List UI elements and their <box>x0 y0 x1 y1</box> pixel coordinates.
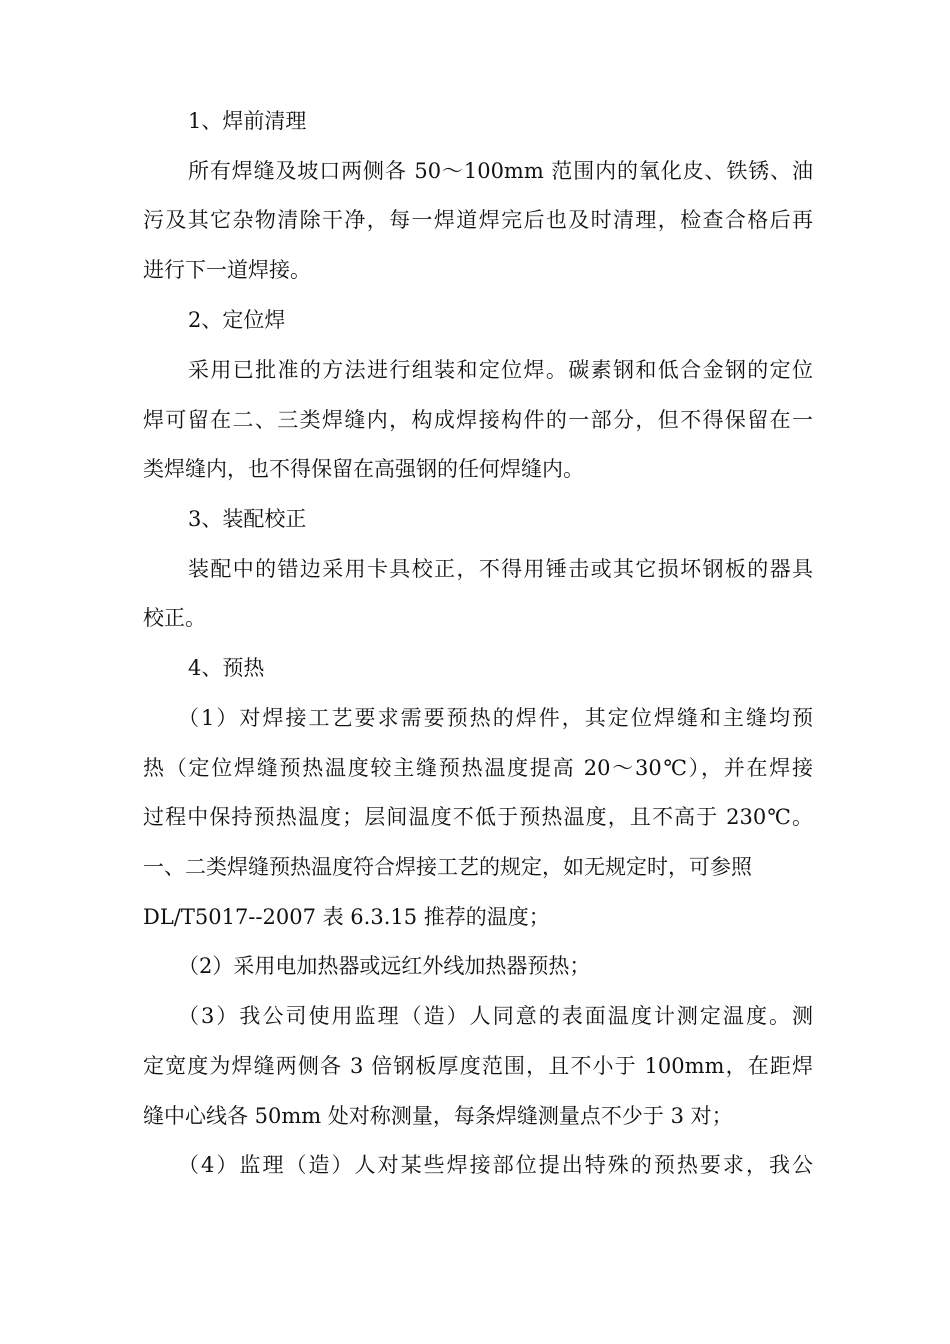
paragraph-line: （4）监理（造）人对某些焊接部位提出特殊的预热要求，我公 <box>178 1153 813 1177</box>
paragraph-line: （1）对焊接工艺要求需要预热的焊件，其定位焊缝和主缝均预 <box>178 706 813 730</box>
paragraph-line: DL/T5017--2007 表 6.3.15 推荐的温度； <box>143 905 550 929</box>
heading-pre-weld-cleaning: 1、焊前清理 <box>188 109 307 133</box>
heading-assembly-correction: 3、装配校正 <box>188 507 307 531</box>
paragraph-line: 校正。 <box>143 606 206 630</box>
paragraph-line: 过程中保持预热温度；层间温度不低于预热温度，且不高于 230℃。 <box>143 805 813 829</box>
paragraph-line: 类焊缝内，也不得保留在高强钢的任何焊缝内。 <box>143 457 584 481</box>
paragraph-line: 污及其它杂物清除干净，每一焊道焊完后也及时清理，检查合格后再 <box>143 208 813 232</box>
paragraph-line: 一、二类焊缝预热温度符合焊接工艺的规定，如无规定时，可参照 <box>143 855 752 879</box>
paragraph-line: （3）我公司使用监理（造）人同意的表面温度计测定温度。测 <box>178 1004 813 1028</box>
paragraph-line: （2）采用电加热器或远红外线加热器预热； <box>178 954 591 978</box>
paragraph-line: 所有焊缝及坡口两侧各 50～100mm 范围内的氧化皮、铁锈、油 <box>188 159 813 183</box>
heading-preheating: 4、预热 <box>188 656 265 680</box>
paragraph-line: 采用已批准的方法进行组装和定位焊。碳素钢和低合金钢的定位 <box>188 358 813 382</box>
paragraph-line: 装配中的错边采用卡具校正，不得用锤击或其它损坏钢板的器具 <box>188 557 813 581</box>
heading-tack-welding: 2、定位焊 <box>188 308 286 332</box>
paragraph-line: 焊可留在二、三类焊缝内，构成焊接构件的一部分，但不得保留在一 <box>143 408 813 432</box>
paragraph-line: 热（定位焊缝预热温度较主缝预热温度提高 20～30℃），并在焊接 <box>143 756 813 780</box>
paragraph-line: 缝中心线各 50mm 处对称测量，每条焊缝测量点不少于 3 对； <box>143 1104 733 1128</box>
paragraph-line: 定宽度为焊缝两侧各 3 倍钢板厚度范围，且不小于 100mm，在距焊 <box>143 1054 813 1078</box>
paragraph-line: 进行下一道焊接。 <box>143 258 311 282</box>
